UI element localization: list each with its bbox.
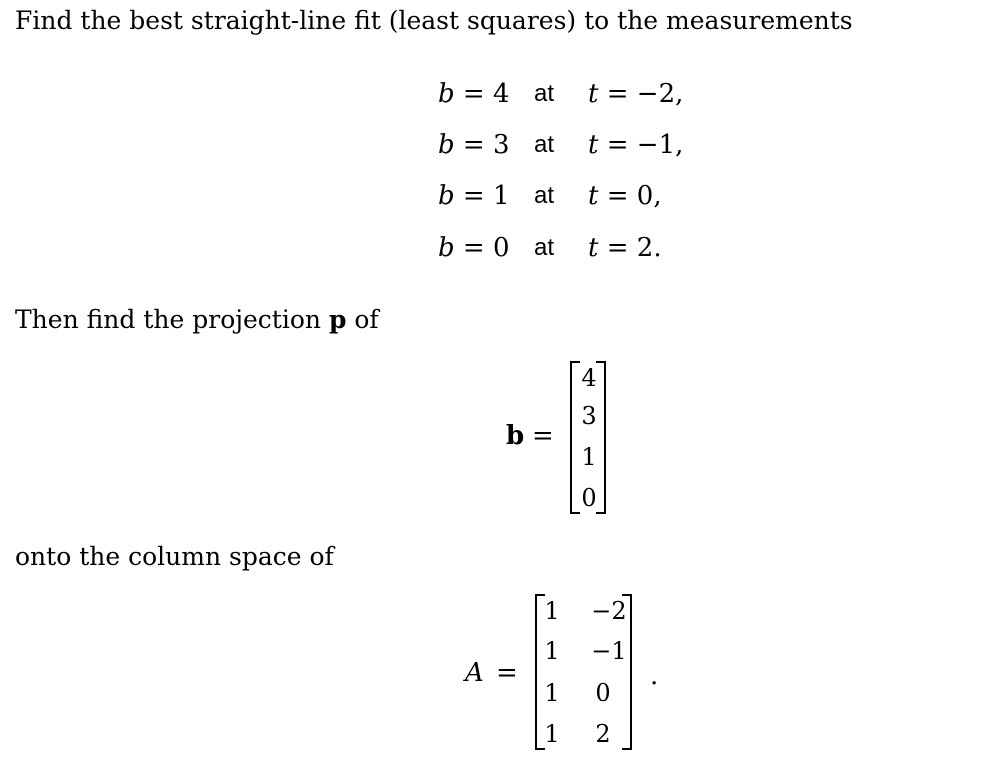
measurement-at: at [534,131,555,158]
matrix-a-cell: 1 [544,679,560,707]
projection-text [15,307,379,332]
projection-text-after: of [346,305,379,334]
vector-b-entry: 3 [581,402,597,430]
matrix-a-cell: 1 [544,597,560,625]
measurement-rhs-val: −2, [636,79,684,109]
vector-b-entry: 0 [581,484,597,512]
intro-text: Find the best straight-line fit (least squares) to the measurements [15,6,853,35]
matrix-a-trailing-period: . [650,661,659,691]
measurement-at: at [534,234,555,261]
matrix-a-equals: = [496,658,518,688]
vector-b-label: b [506,421,525,451]
vector-b-entry: 1 [581,443,597,471]
measurement-rhs-var: t [588,79,599,109]
projection-symbol: p [328,305,347,334]
measurement-lhs-val: 3 [492,130,510,160]
projection-text-before: Then find the projection [15,305,329,334]
measurement-lhs-var: b [438,233,455,263]
measurement-rhs-var: t [588,130,599,160]
matrix-a-cell: 0 [595,679,611,707]
measurement-rhs-var: t [588,181,599,211]
matrix-a-cell: 1 [544,720,560,748]
measurement-lhs-val: 4 [492,79,510,109]
measurement-rhs-var: t [588,233,599,263]
vector-b-equals: = [532,421,554,451]
matrix-a-cell: −1 [591,637,627,665]
measurement-lhs-var: b [438,130,455,160]
matrix-a-label: A [465,658,484,688]
matrix-a-cell: 1 [544,637,560,665]
matrix-a-cell: 2 [595,720,611,748]
measurement-rhs-val: 0, [636,181,662,211]
matrix-a-cell: −2 [591,597,627,625]
vector-b-entry: 4 [581,364,597,392]
measurement-at: at [534,182,555,209]
measurement-lhs-var: b [438,181,455,211]
measurement-rhs-val: −1, [636,130,684,160]
measurement-lhs-val: 1 [492,181,510,211]
column-space-text: onto the column space of [15,542,334,571]
measurement-lhs-val: 0 [492,233,510,263]
measurement-rhs-val: 2. [636,233,662,263]
measurement-at: at [534,80,555,107]
measurement-lhs-var: b [438,79,455,109]
